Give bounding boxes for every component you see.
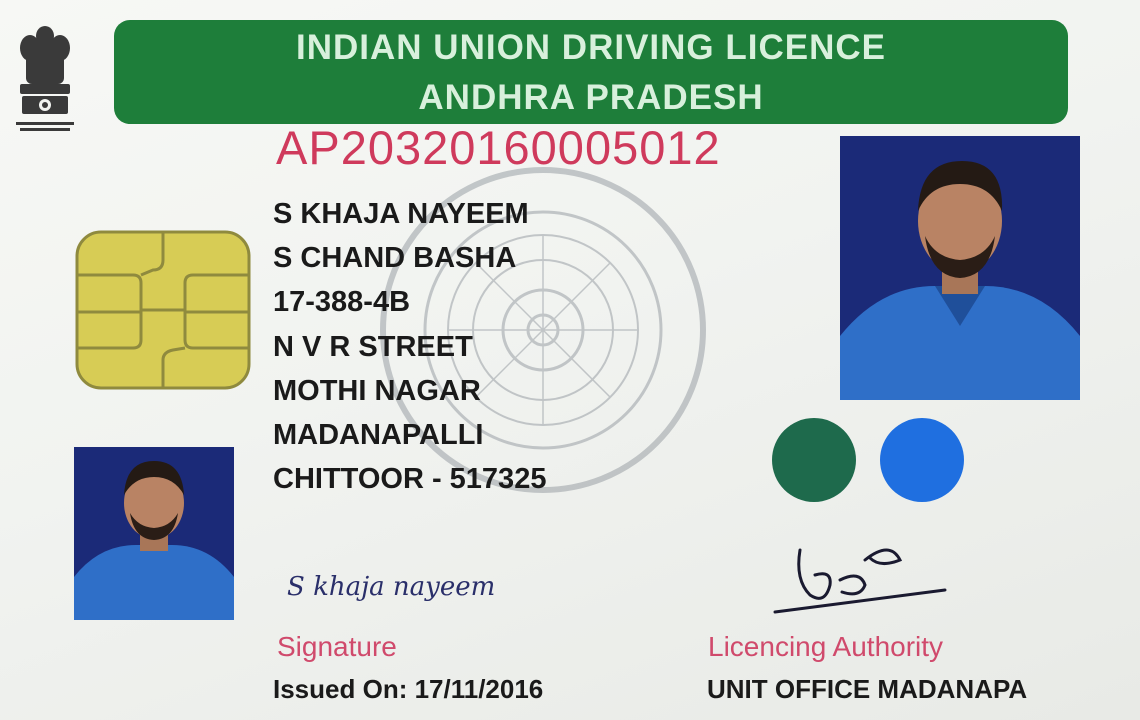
authority-office: UNIT OFFICE MADANAPA <box>707 674 1028 704</box>
holder-signature <box>285 565 515 615</box>
licencing-authority-label: Licencing Authority <box>708 631 944 662</box>
address-line: N V R STREET <box>273 330 473 363</box>
smart-chip-icon <box>75 230 251 390</box>
holder-photo-large <box>840 136 1080 400</box>
relation-name: S CHAND BASHA <box>273 242 517 275</box>
national-emblem-icon <box>10 18 80 140</box>
holder-details <box>273 192 546 501</box>
blue-dot <box>880 418 964 502</box>
address-line: CHITTOOR - 517325 <box>273 463 547 496</box>
signature-label: Signature <box>277 631 397 662</box>
holder-photo-small <box>74 447 234 620</box>
green-dot <box>772 418 856 502</box>
header-title: INDIAN UNION DRIVING LICENCE <box>296 28 886 67</box>
header-state: ANDHRA PRADESH <box>418 78 764 117</box>
authority-signature <box>770 540 950 620</box>
address-line: 17-388-4B <box>273 286 411 319</box>
address-line: MOTHI NAGAR <box>273 374 481 407</box>
svg-text:S khaja nayeem: S khaja nayeem <box>287 572 496 602</box>
issued-on: Issued On: 17/11/2016 <box>273 674 544 704</box>
licence-number: AP20320160005012 <box>276 121 721 174</box>
card-header <box>114 20 1068 124</box>
holder-name: S KHAJA NAYEEM <box>273 198 529 230</box>
address-line: MADANAPALLI <box>273 419 484 452</box>
